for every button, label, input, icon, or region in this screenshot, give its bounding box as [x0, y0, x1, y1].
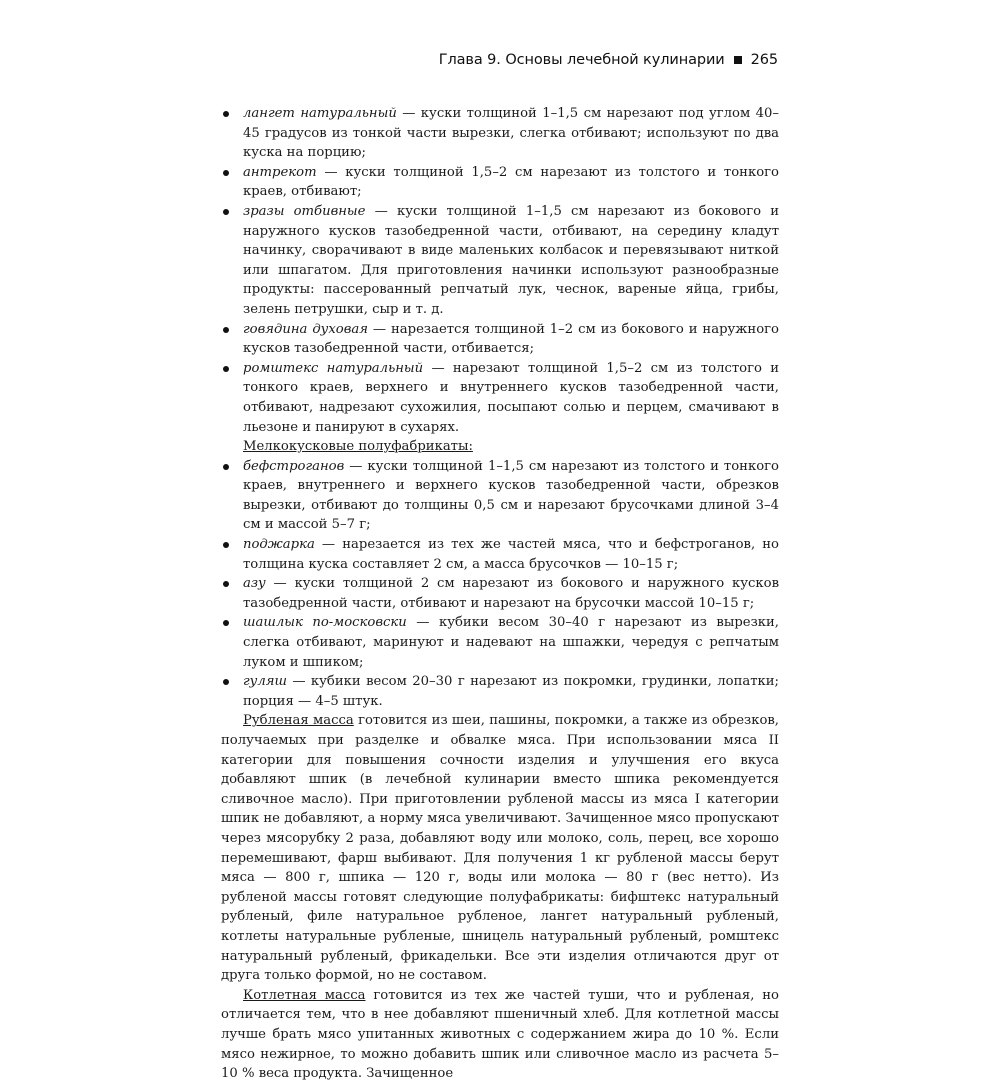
- item-text: — куски толщиной 2 см нарезают из бокового и наружного кусков тазобедренной части, отбивают и нарезают на брусочки массой 10–15 г;: [243, 576, 779, 611]
- item-term: гуляш: [243, 674, 287, 690]
- bullet-icon: [223, 111, 229, 117]
- item-term: антрекот: [243, 164, 317, 180]
- bullet-icon: [223, 620, 229, 626]
- bullet-list-cuts: [221, 104, 779, 437]
- section-subheading: Мелкокусковые полуфабрикаты:: [243, 439, 473, 455]
- item-text: — нарезается толщиной 1–2 см из бокового и наружного кусков тазобедренной части, отбивается;: [243, 321, 779, 357]
- item-term: поджарка: [243, 537, 315, 553]
- item-term: говядина духовая: [243, 321, 368, 337]
- bullet-icon: [223, 209, 229, 215]
- list-item: [221, 613, 779, 672]
- paragraph-cutlet-mass: [221, 986, 779, 1084]
- paragraph-lead: Рубленая масса: [243, 713, 354, 729]
- list-item: [221, 163, 779, 202]
- page-number: 265: [750, 52, 778, 68]
- list-item: [221, 359, 779, 437]
- page-body: [221, 104, 779, 1084]
- paragraph-minced-mass: [221, 711, 779, 985]
- item-text: — нарезают толщиной 1,5–2 см из толстого и тонкого краев, верхнего и внутреннего кусков тазобедренной части, отбивают, надрезают сухожилия, посыпают солью и перцем, смачивают в льезоне и панируют в сухарях.: [243, 360, 779, 435]
- paragraph-lead: Котлетная масса: [243, 987, 366, 1003]
- item-text: — кубики весом 20–30 г нарезают из покромки, грудинки, лопатки; порция — 4–5 штук.: [243, 674, 779, 709]
- chapter-title: Глава 9. Основы лечебной кулинарии: [438, 52, 725, 68]
- item-term: шашлык по-московски: [243, 615, 407, 631]
- item-term: бефстроганов: [243, 458, 345, 474]
- list-item: [221, 104, 779, 163]
- list-item: [221, 457, 779, 535]
- bullet-icon: [223, 170, 229, 176]
- item-text: — нарезается из тех же частей мяса, что и бефстроганов, но толщина куска составляет 2 см, а масса брусочков — 10–15 г;: [243, 537, 779, 572]
- paragraph-text: готовится из тех же частей туши, что и рубленая, но отличается тем, что в нее добавляют пшеничный хлеб. Для котлетной массы лучше брать мясо упитанных животных с содержанием жира до 10 %. Если мясо нежирное, то можно добавить шпик или сливочное масло из расчета 5–10 % веса продукта. Зачищенное: [221, 987, 779, 1082]
- bullet-icon: [223, 366, 229, 372]
- item-term: ромштекс натуральный: [243, 360, 424, 376]
- bullet-icon: [223, 542, 229, 548]
- item-term: зразы отбивные: [243, 203, 366, 219]
- item-term: лангет натуральный: [243, 106, 397, 121]
- item-text: — куски толщиной 1–1,5 см нарезают из бокового и наружного кусков тазобедренной части, отбивают, на середину кладут начинку, сворачивают в виде маленьких колбасок и перевязывают ниткой или шпагатом. Для приготовления начинки используют разнообразные продукты: пассерованный репчатый лук, чеснок, вареные яйца, грибы, зелень петрушки, сыр и т. д.: [243, 203, 780, 317]
- list-item: [221, 535, 779, 574]
- square-icon: [734, 56, 742, 64]
- list-item: [221, 320, 779, 359]
- list-item: [221, 574, 779, 613]
- item-text: — куски толщиной 1–1,5 см нарезают из толстого и тонкого краев, внутреннего и верхнего кусков тазобедренной части, обрезков вырезки, отбивают до толщины 0,5 см и нарезают брусочками длиной 3–4 см и массой 5–7 г;: [243, 458, 779, 533]
- list-item: [221, 202, 779, 320]
- item-text: — куски толщиной 1,5–2 см нарезают из толстого и тонкого краев, отбивают;: [243, 164, 779, 200]
- running-header: [439, 52, 778, 68]
- item-text: — куски толщиной 1–1,5 см нарезают под углом 40–45 градусов из тонкой части вырезки, слегка отбивают; используют по два куска на порцию;: [243, 106, 779, 161]
- paragraph-text: готовится из шеи, пашины, покромки, а также из обрезков, получаемых при разделке и обвалке мяса. При использовании мяса II категории для повышения сочности изделия и улучшения его вкуса добавляют шпик (в лечебной кулинарии вместо шпика рекомендуется сливочное масло). При приготовлении рубленой массы из мяса I категории шпик не добавляют, а норму мяса увеличивают. Зачищенное мясо пропускают через мясорубку 2 раза, добавляют воду или молоко, соль, перец, все хорошо перемешивают, фарш выбивают. Для получения 1 кг рубленой массы берут мяса — 800 г, шпика — 120 г, воды или молока — 80 г (вес нетто). Из рубленой массы готовят следующие полуфабрикаты: бифштекс натуральный рубленый, филе натуральное рубленое, лангет натуральный рубленый, котлеты натуральные рубленые, шницель натуральный рубленый, ромштекс натуральный рубленый, фрикадельки. Все эти изделия отличаются друг от друга только формой, но не составом.: [221, 713, 780, 984]
- bullet-list-small-cuts: [221, 457, 779, 712]
- bullet-icon: [223, 464, 229, 470]
- bullet-icon: [223, 679, 229, 685]
- bullet-icon: [223, 581, 229, 587]
- bullet-icon: [223, 327, 229, 333]
- list-item: [221, 672, 779, 711]
- item-text: — кубики весом 30–40 г нарезают из вырезки, слегка отбивают, маринуют и надевают на шпажки, чередуя с репчатым луком и шпиком;: [243, 615, 779, 670]
- item-term: азу: [243, 576, 266, 592]
